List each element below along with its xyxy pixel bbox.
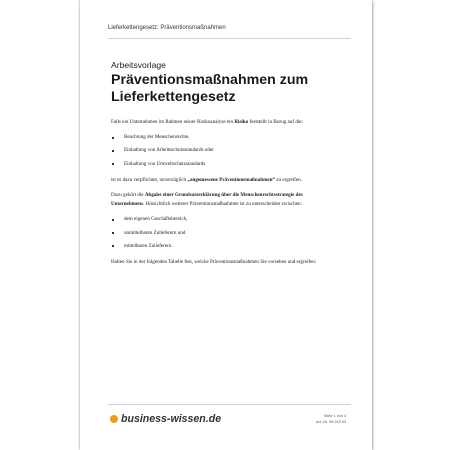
risk-emphasis: Risiko [234, 119, 249, 125]
running-header: Lieferkettengesetz: Präventionsmaßnahmen [108, 25, 226, 31]
list-item: Beachtung der Menschenrechte, [111, 133, 321, 142]
footer-divider [108, 404, 351, 405]
document-title: Präventionsmaßnahmen zum Lieferkettengesetz [111, 72, 309, 105]
statement-paragraph: Dazu gehört die Abgabe einer Grundsatzerklärung über die Menschenrechtsstrategie des Unternehmens. Hinsichtlich weiterer Präventionsmaßnahmen ist zu unterscheiden zwischen: [111, 192, 303, 208]
page-number: Seite 1 von 4 [323, 414, 346, 418]
scope-list [111, 215, 321, 251]
list-item: Einhaltung von Umweltschutzstandards [111, 160, 321, 169]
page-info [316, 413, 346, 425]
brand-logo [110, 413, 221, 425]
measures-emphasis: „angemessene Präventionsmaßnahmen“ [187, 176, 275, 183]
closing-paragraph: Halten Sie in der folgenden Tabelle fest, welche Präventionsmaßnahmen Sie vorsehen und ergreifen: [111, 259, 317, 266]
obligation-paragraph: ist es dazu verpflichtet, unverzüglich „angemessene Präventionsmaßnahmen“ zu ergreifen. [111, 176, 302, 183]
document-body [111, 118, 321, 273]
list-item: dem eigenen Geschäftsbereich, [111, 215, 321, 224]
list-item: Einhaltung von Arbeitsschutzstandards oder [111, 146, 321, 155]
statement-emphasis: Abgabe einer Grundsatzerklärung über die Menschenrechtsstrategie des Unternehmens [111, 192, 303, 208]
brand-name: business-wissen.de [121, 413, 222, 425]
risk-list [111, 133, 321, 169]
list-item: mittelbaren Zulieferern. [111, 242, 321, 251]
intro-paragraph: Falls ein Unternehmen im Rahmen seiner Risikoanalyse ein Risiko feststellt in Bezug auf die: [111, 119, 303, 125]
document-type-label: Arbeitsvorlage [111, 60, 166, 70]
document-page [80, 0, 372, 450]
brand-dot-icon [110, 415, 118, 423]
article-number: Art.-Nr. 99.243.03 [316, 420, 346, 424]
list-item: unmittelbaren Zulieferern und [111, 229, 321, 238]
header-divider [108, 38, 351, 39]
